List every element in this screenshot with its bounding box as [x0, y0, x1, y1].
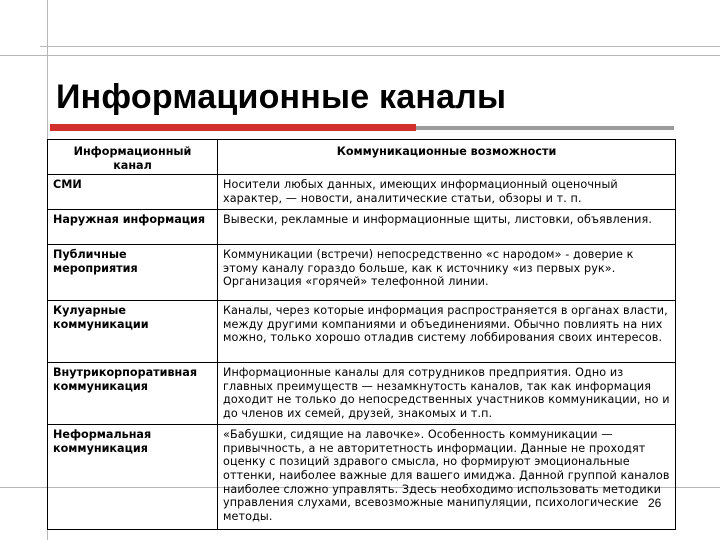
channel-cell: Неформальная коммуникация: [48, 425, 218, 530]
channel-cell: Наружная информация: [48, 210, 218, 245]
table-row: [48, 245, 676, 301]
frame-line-upper: [0, 55, 720, 56]
page-number: 26: [648, 496, 662, 510]
channel-cell: СМИ: [48, 175, 218, 210]
channel-cell: Кулуарные коммуникации: [48, 301, 218, 363]
channel-cell: Внутрикорпоративная коммуникация: [48, 363, 218, 425]
info-channels-table: [47, 139, 676, 530]
header-capabilities: Коммуникационные возможности: [218, 140, 676, 175]
description-cell: Вывески, рекламные и информационные щиты, листовки, объявления.: [218, 210, 676, 245]
title-accent-bar: [50, 124, 416, 131]
header-channel: Информационный канал: [48, 140, 218, 175]
table-row: [48, 210, 676, 245]
table-row: [48, 363, 676, 425]
channel-cell: Публичные мероприятия: [48, 245, 218, 301]
description-cell: Коммуникации (встречи) непосредственно «с народом» - доверие к этому каналу гораздо больше, как к источнику «из первых рук». Организация «горячей» телефонной линии.: [218, 245, 676, 301]
frame-line-top: [40, 46, 720, 47]
table-row: [48, 425, 676, 530]
description-cell: «Бабушки, сидящие на лавочке». Особенность коммуникации — привычность, а не авторитетность информации. Данные не проходят оценку с позиций здравого смысла, но формируют эмоциональные оттенки, наиболее важные для вашего имиджа. Данной группой каналов наиболее сложно управлять. Здесь необходимо использовать методики управления слухами, всевозможные манипуляции, психологические методы.: [218, 425, 676, 530]
table-row: [48, 301, 676, 363]
description-cell: Носители любых данных, имеющих информационный оценочный характер, — новости, аналитические статьи, обзоры и т. п.: [218, 175, 676, 210]
table-header-row: [48, 140, 676, 175]
title-underline: [416, 126, 674, 130]
table-row: [48, 175, 676, 210]
description-cell: Каналы, через которые информация распространяется в органах власти, между другими компаниями и объединениями. Обычно повлиять на них можно, только хорошо отладив систему лоббирования своих интересов.: [218, 301, 676, 363]
description-cell: Информационные каналы для сотрудников предприятия. Одно из главных преимуществ — незамкнутость каналов, так как информация доходит не только до непосредственных участников коммуникации, но и до членов их семей, друзей, знакомых и т.п.: [218, 363, 676, 425]
slide-title: Информационные каналы: [56, 78, 507, 116]
